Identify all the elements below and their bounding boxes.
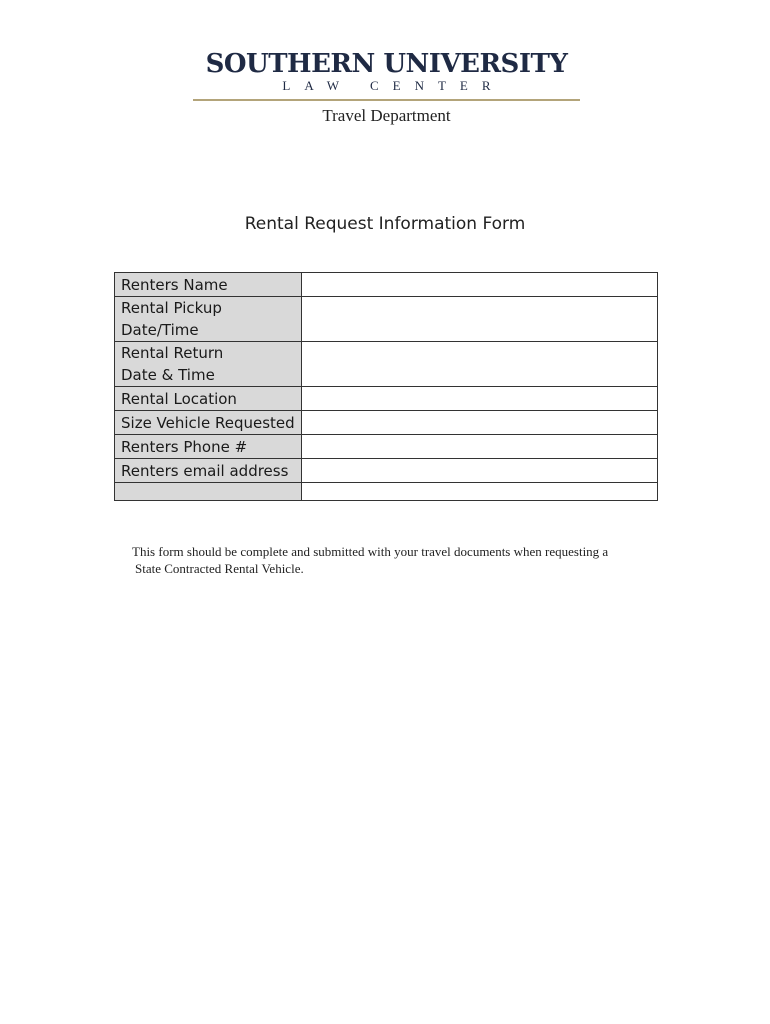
row-label (115, 342, 302, 387)
row-label (115, 435, 302, 459)
form-title: Rental Request Information Form (244, 214, 526, 234)
institution-name: SOUTHERN UNIVERSITY (205, 49, 568, 79)
return-datetime-field[interactable] (302, 342, 658, 387)
row-label (115, 411, 302, 435)
label-line: Renters Name (121, 275, 228, 294)
department-name: Travel Department (322, 106, 451, 125)
vehicle-size-field[interactable] (302, 411, 658, 435)
rental-request-table (114, 272, 658, 501)
label-line: Date & Time (121, 366, 215, 384)
institution-subtitle: LAW CENTER (282, 78, 505, 93)
email-field[interactable] (302, 459, 658, 483)
phone-field[interactable] (302, 435, 658, 459)
pickup-datetime-field[interactable] (302, 297, 658, 342)
label-line: Rental Location (121, 389, 237, 408)
rental-location-field[interactable] (302, 387, 658, 411)
logo-divider (193, 99, 580, 101)
note-line: This form should be complete and submitted with your travel documents when requesting a (132, 544, 609, 559)
label-line: Date/Time (121, 321, 199, 339)
table-row (115, 273, 658, 297)
row-label (115, 273, 302, 297)
table-row (115, 342, 658, 387)
label-line: Rental Return (121, 344, 224, 362)
renters-name-field[interactable] (302, 273, 658, 297)
row-label (115, 297, 302, 342)
submission-note (132, 543, 692, 577)
label-line: Renters Phone # (121, 437, 248, 456)
table-row (115, 411, 658, 435)
table-row (115, 435, 658, 459)
blank-field[interactable] (302, 483, 658, 501)
table-row (115, 483, 658, 501)
label-line: Rental Pickup (121, 299, 222, 317)
label-line: Size Vehicle Requested (121, 413, 295, 432)
table-row (115, 459, 658, 483)
university-logo (193, 50, 580, 94)
table-row (115, 297, 658, 342)
label-line: Renters email address (121, 461, 289, 480)
table-row (115, 387, 658, 411)
row-label (115, 483, 302, 501)
note-line: State Contracted Rental Vehicle. (135, 561, 304, 576)
row-label (115, 459, 302, 483)
row-label (115, 387, 302, 411)
